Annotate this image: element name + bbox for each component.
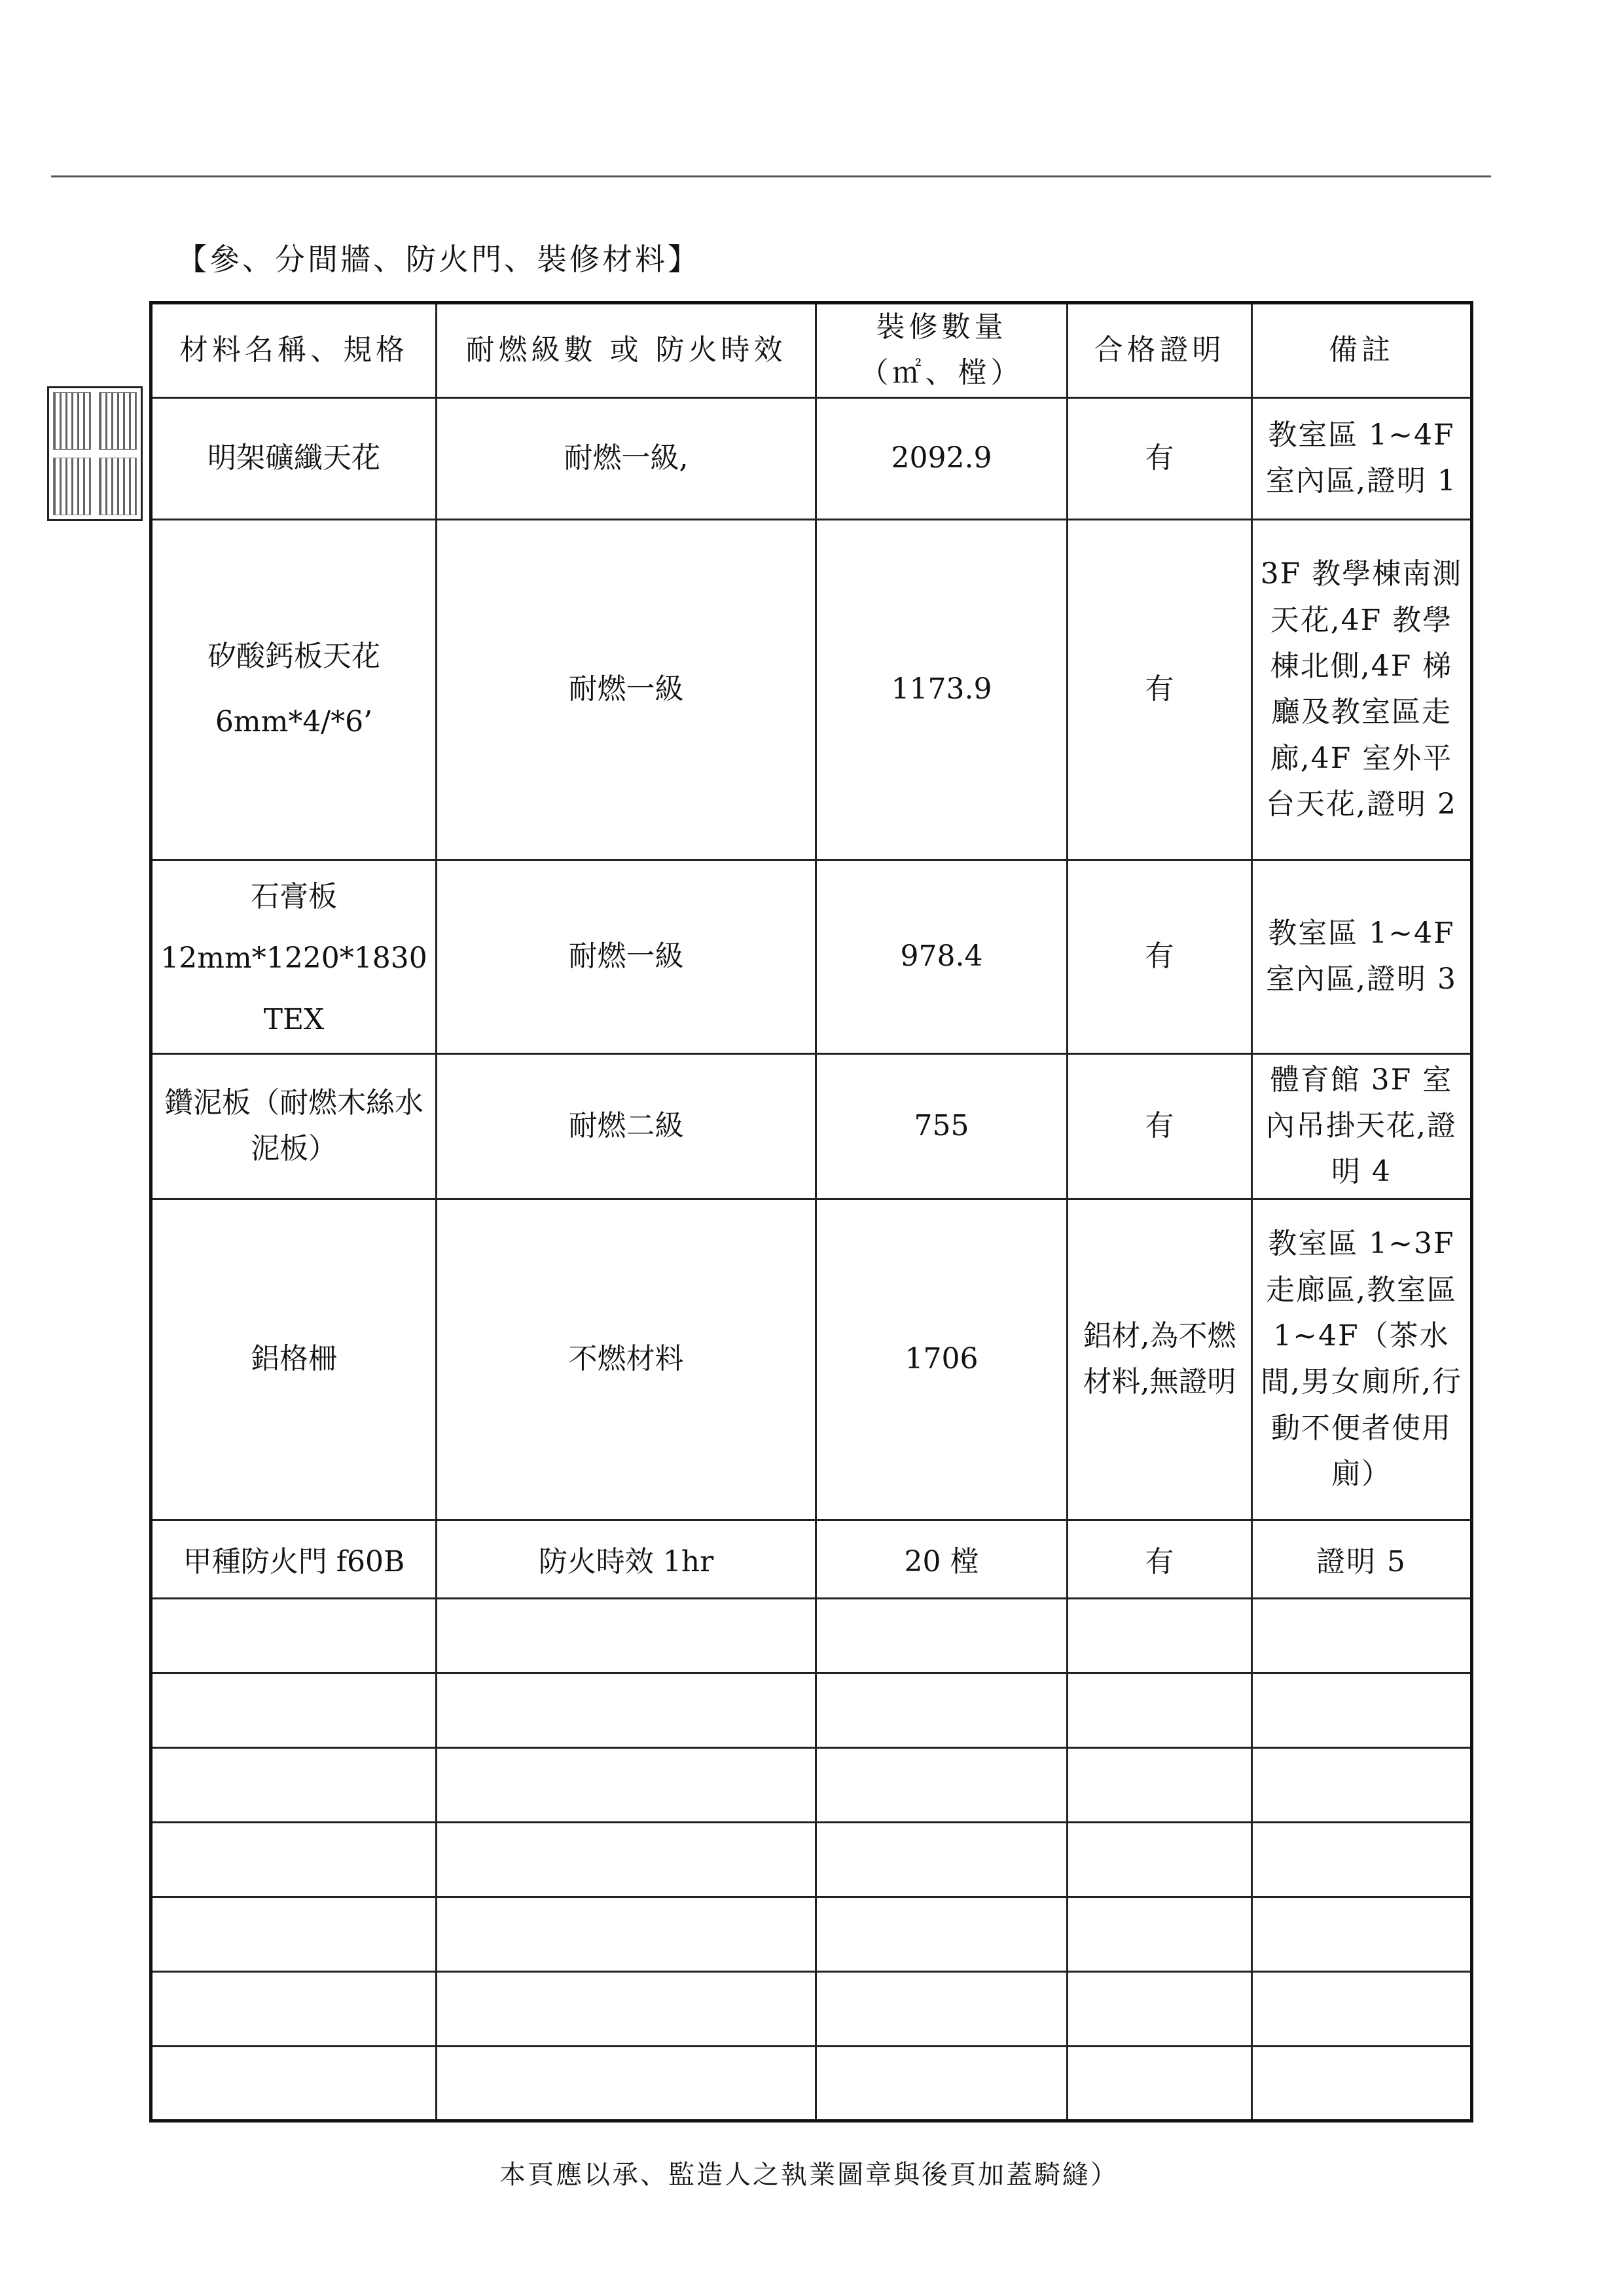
empty-table-row	[151, 1971, 1472, 2046]
material-name-cell: 鑽泥板（耐燃木絲水泥板）	[151, 1053, 437, 1199]
remarks-cell: 教室區 1~4F 室內區,證明 1	[1252, 397, 1472, 519]
header-material-name: 材料名稱、規格	[151, 303, 437, 398]
certificate-cell: 有	[1068, 519, 1252, 860]
material-name-cell	[151, 519, 437, 860]
empty-table-row	[151, 1598, 1472, 1673]
header-fire-grade: 耐燃級數 或 防火時效	[437, 303, 816, 398]
empty-table-row	[151, 1747, 1472, 1822]
table-row	[151, 1053, 1472, 1199]
quantity-cell: 20 樘	[816, 1520, 1068, 1598]
table-row	[151, 1520, 1472, 1598]
header-certificate: 合格證明	[1068, 303, 1252, 398]
empty-table-row	[151, 1822, 1472, 1897]
top-rule	[51, 175, 1491, 177]
header-quantity	[816, 303, 1068, 398]
table-header-row	[151, 303, 1472, 398]
remarks-cell: 教室區 1~4F 室內區,證明 3	[1252, 860, 1472, 1053]
table-row	[151, 519, 1472, 860]
quantity-cell: 978.4	[816, 860, 1068, 1053]
table-row	[151, 1199, 1472, 1520]
section-title: 【參、分間牆、防火門、裝修材料】	[177, 242, 700, 277]
material-name-cell	[151, 860, 437, 1053]
certificate-cell: 有	[1068, 860, 1252, 1053]
material-name-cell: 甲種防火門 f60B	[151, 1520, 437, 1598]
fire-grade-cell: 耐燃一級,	[437, 397, 816, 519]
header-quantity-line1: 裝修數量	[876, 310, 1007, 344]
header-quantity-line2: （㎡、樘）	[859, 356, 1024, 390]
header-remarks: 備註	[1252, 303, 1472, 398]
table-row	[151, 860, 1472, 1053]
empty-table-row	[151, 2046, 1472, 2121]
empty-table-row	[151, 1673, 1472, 1747]
quantity-cell: 755	[816, 1053, 1068, 1199]
empty-table-row	[151, 1897, 1472, 1971]
fire-grade-cell: 不燃材料	[437, 1199, 816, 1520]
material-spec-line: TEX	[263, 1003, 325, 1037]
materials-table	[149, 301, 1473, 2123]
material-name-cell: 鋁格柵	[151, 1199, 437, 1520]
material-name-line: 石膏板	[251, 879, 337, 913]
remarks-cell: 3F 教學棟南測天花,4F 教學棟北側,4F 梯廳及教室區走廊,4F 室外平台天花,證明 2	[1252, 519, 1472, 860]
remarks-cell: 證明 5	[1252, 1520, 1472, 1598]
certificate-cell: 鋁材,為不燃材料,無證明	[1068, 1199, 1252, 1520]
fire-grade-cell: 耐燃二級	[437, 1053, 816, 1199]
fire-grade-cell: 耐燃一級	[437, 860, 816, 1053]
fire-grade-cell: 耐燃一級	[437, 519, 816, 860]
material-name-cell: 明架礦纖天花	[151, 397, 437, 519]
fire-grade-cell: 防火時效 1hr	[437, 1520, 816, 1598]
remarks-cell: 體育館 3F 室內吊掛天花,證明 4	[1252, 1053, 1472, 1199]
material-spec-line: 12mm*1220*1830	[160, 941, 427, 975]
material-name-line: 矽酸鈣板天花	[207, 639, 380, 673]
certificate-cell: 有	[1068, 397, 1252, 519]
seal-stamp-image	[47, 386, 143, 521]
quantity-cell: 1706	[816, 1199, 1068, 1520]
material-spec-line: 6mm*4/*6’	[215, 705, 373, 739]
remarks-cell: 教室區 1~3F 走廊區,教室區 1~4F（茶水間,男女廁所,行動不便者使用廁）	[1252, 1199, 1472, 1520]
quantity-cell: 2092.9	[816, 397, 1068, 519]
footer-note: 本頁應以承、監造人之執業圖章與後頁加蓋騎縫）	[499, 2160, 1119, 2190]
certificate-cell: 有	[1068, 1053, 1252, 1199]
quantity-cell: 1173.9	[816, 519, 1068, 860]
certificate-cell: 有	[1068, 1520, 1252, 1598]
table-row	[151, 397, 1472, 519]
